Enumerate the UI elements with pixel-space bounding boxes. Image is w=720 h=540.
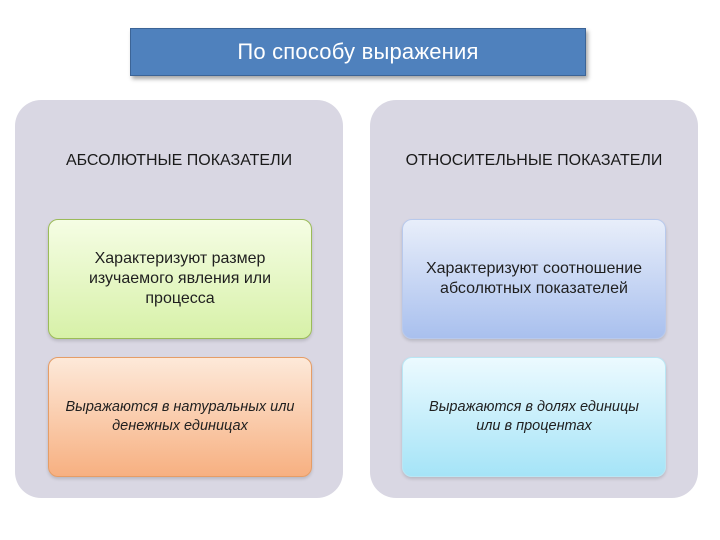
relative-description-text: Характеризуют соотношение абсолютных показателей — [425, 260, 643, 297]
absolute-description-text: Характеризуют размер изучаемого явления или процесса — [88, 250, 272, 307]
relative-units-text: Выражаются в долях единицы или в процентах — [429, 399, 639, 434]
absolute-units-card — [48, 357, 312, 477]
absolute-indicators-title: АБСОЛЮТНЫЕ ПОКАЗАТЕЛИ — [65, 152, 293, 169]
absolute-units-text: Выражаются в натуральных или денежных единицах — [65, 399, 295, 434]
relative-description-card — [402, 219, 666, 339]
header-title: По способу выражения — [237, 39, 479, 64]
header-box — [130, 28, 586, 76]
absolute-description-card — [48, 219, 312, 339]
relative-indicators-title: ОТНОСИТЕЛЬНЫЕ ПОКАЗАТЕЛИ — [405, 152, 663, 169]
relative-units-card — [402, 357, 666, 477]
